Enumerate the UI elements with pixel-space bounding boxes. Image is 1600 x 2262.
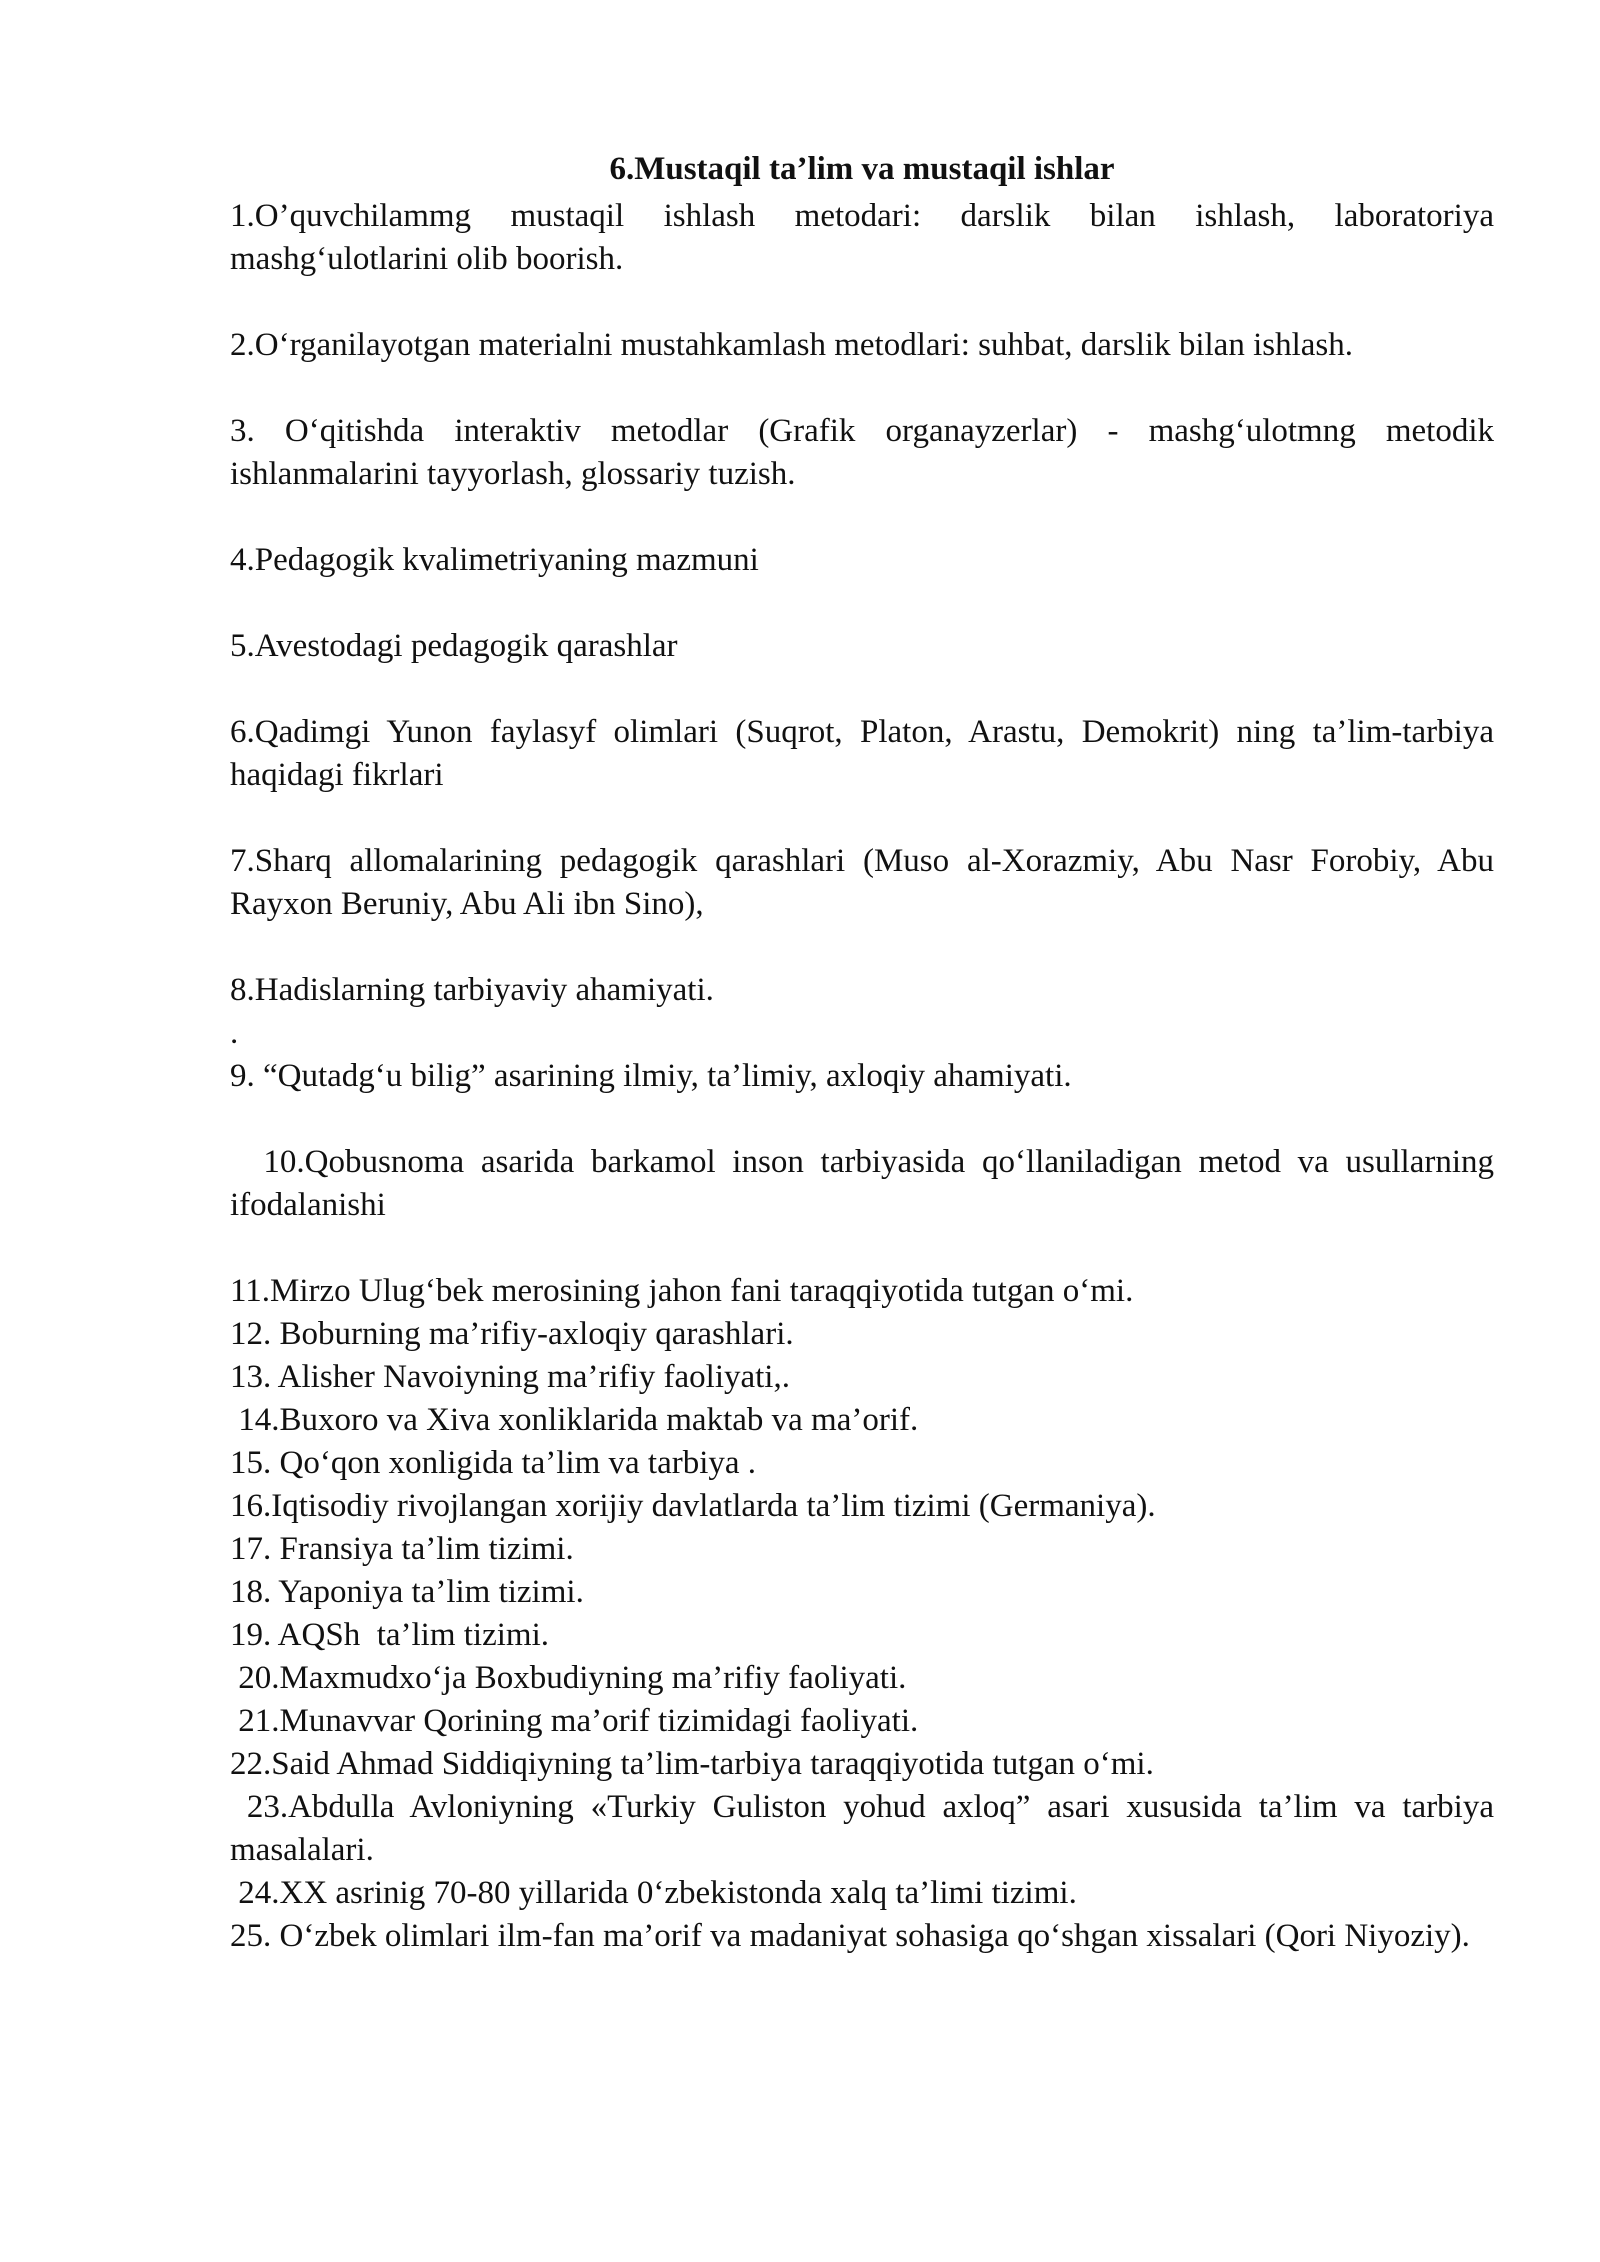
list-item-2: 2.O‘rganilayotgan materialni mustahkamlash metodlari: suhbat, darslik bilan ishlash. <box>230 327 1353 363</box>
list-item-12: 12. Boburning ma’rifiy-axloqiy qarashlari. <box>230 1316 794 1352</box>
list-item-25: 25. O‘zbek olimlari ilm-fan ma’orif va madaniyat sohasiga qo‘shgan xissalari (Qori Niyoziy). <box>230 1918 1470 1954</box>
stray-period: . <box>230 1015 239 1051</box>
list-item-18: 18. Yaponiya ta’lim tizimi. <box>230 1574 584 1610</box>
list-item-19: 19. AQSh ta’lim tizimi. <box>230 1617 549 1653</box>
list-item-10: 10.Qobusnoma asarida barkamol inson tarbiyasida qo‘llaniladigan metod va usullarning ifodalanishi <box>230 1144 1503 1223</box>
document-page <box>230 148 1503 1958</box>
list-item-9: 9. “Qutadg‘u bilig” asarining ilmiy, ta’limiy, axloqiy ahamiyati. <box>230 1058 1072 1094</box>
list-item-11: 11.Mirzo Ulug‘bek merosining jahon fani taraqqiyotida tutgan o‘mi. <box>230 1273 1134 1309</box>
list-item-17: 17. Fransiya ta’lim tizimi. <box>230 1531 574 1567</box>
list-item-1: 1.O’quvchilammg mustaqil ishlash metodari: darslik bilan ishlash, laboratoriya mashg‘ulotlarini olib boorish. <box>230 198 1494 277</box>
list-item-21: 21.Munavvar Qorining ma’orif tizimidagi faoliyati. <box>230 1703 919 1739</box>
list-item-15: 15. Qo‘qon xonligida ta’lim va tarbiya . <box>230 1445 757 1481</box>
list-item-3: 3. O‘qitishda interaktiv metodlar (Grafik organayzerlar) - mashg‘ulotmng metodik ishlanmalarini tayyorlash, glossariy tuzish. <box>230 413 1494 492</box>
list-item-14: 14.Buxoro va Xiva xonliklarida maktab va ma’orif. <box>230 1402 919 1438</box>
list-item-13: 13. Alisher Navoiyning ma’rifiy faoliyati,. <box>230 1359 790 1395</box>
list-item-5: 5.Avestodagi pedagogik qarashlar <box>230 628 678 664</box>
list-item-6: 6.Qadimgi Yunon faylasyf olimlari (Suqrot, Platon, Arastu, Demokrit) ning ta’lim-tarbiya haqidagi fikrlari <box>230 714 1494 793</box>
list-item-24: 24.XX asrinig 70-80 yillarida 0‘zbekistonda xalq ta’limi tizimi. <box>230 1875 1077 1911</box>
list-item-20: 20.Maxmudxo‘ja Boxbudiyning ma’rifiy faoliyati. <box>230 1660 907 1696</box>
list-item-16: 16.Iqtisodiy rivojlangan xorijiy davlatlarda ta’lim tizimi (Germaniya). <box>230 1488 1156 1524</box>
document-title: 6.Mustaqil ta’lim va mustaqil ishlar <box>609 151 1115 187</box>
list-item-7: 7.Sharq allomalarining pedagogik qarashlari (Muso al-Xorazmiy, Abu Nasr Forobiy, Abu Rayxon Beruniy, Abu Ali ibn Sino), <box>230 843 1494 922</box>
list-item-23: 23.Abdulla Avloniyning «Turkiy Guliston yohud axloq” asari xususida ta’lim va tarbiya masalalari. <box>230 1789 1503 1868</box>
list-item-4: 4.Pedagogik kvalimetriyaning mazmuni <box>230 542 759 578</box>
list-item-22: 22.Said Ahmad Siddiqiyning ta’lim-tarbiya taraqqiyotida tutgan o‘mi. <box>230 1746 1154 1782</box>
list-item-8: 8.Hadislarning tarbiyaviy ahamiyati. <box>230 972 714 1008</box>
